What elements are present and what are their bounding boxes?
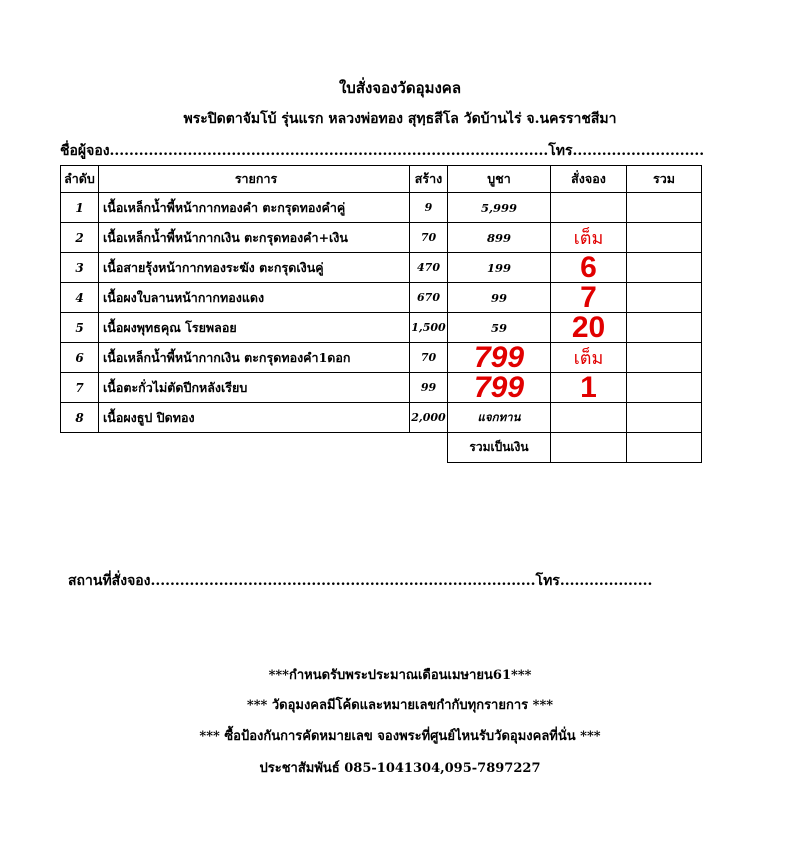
row-quantity: 99 — [410, 373, 448, 403]
row-price — [448, 313, 551, 343]
row-price-value: 899 — [486, 230, 511, 245]
row-price — [448, 370, 551, 404]
row-number: 6 — [61, 343, 99, 373]
row-number: 8 — [61, 403, 99, 433]
row-order — [551, 403, 627, 433]
row-price — [448, 403, 551, 433]
row-quantity: 9 — [410, 193, 448, 223]
order-table — [60, 165, 702, 463]
handwritten-order-mark: 1 — [580, 370, 597, 404]
header-total: รวม — [627, 166, 702, 193]
row-total — [627, 313, 702, 343]
header-qty: สร้าง — [410, 166, 448, 193]
row-price — [448, 340, 551, 374]
row-number: 2 — [61, 223, 99, 253]
header-order: สั่งจอง — [551, 166, 627, 193]
table-row — [61, 223, 702, 253]
row-order — [551, 343, 627, 373]
table-row — [61, 343, 702, 373]
table-row — [61, 283, 702, 313]
header-item: รายการ — [99, 166, 410, 193]
row-price — [448, 283, 551, 313]
row-price — [448, 253, 551, 283]
total-row — [61, 433, 702, 463]
note-pickup-date: ***กำหนดรับพระประมาณเดือนเมษายน61*** — [268, 668, 532, 683]
row-order — [551, 370, 627, 404]
row-item: เนื้อตะกั่วไม่ตัดปีกหลังเรียบ — [99, 373, 410, 403]
row-number: 4 — [61, 283, 99, 313]
form-subtitle: พระปิดตาจัมโบ้ รุ่นแรก หลวงพ่อทอง สุทฺธสีโล วัดบ้านไร่ จ.นครราชสีมา — [183, 111, 617, 127]
row-total — [627, 193, 702, 223]
row-price-value: แจกทาน — [477, 409, 521, 424]
note-codes: *** วัดอุมงคลมีโค้ดและหมายเลขกำกับทุกรายการ *** — [246, 698, 554, 713]
row-price-value: 99 — [490, 290, 507, 305]
row-order — [551, 223, 627, 253]
row-order — [551, 280, 627, 314]
row-price — [448, 223, 551, 253]
row-number: 3 — [61, 253, 99, 283]
row-total — [627, 253, 702, 283]
total-label: รวมเป็นเงิน — [448, 433, 551, 463]
row-price-value: 199 — [486, 260, 511, 275]
row-item: เนื้อผงพุทธคุณ โรยพลอย — [99, 313, 410, 343]
row-quantity: 2,000 — [410, 403, 448, 433]
row-price-value: 5,999 — [480, 200, 517, 215]
handwritten-order-mark: 20 — [571, 310, 606, 344]
row-item: เนื้อสายรุ้งหน้ากากทองระฆัง ตะกรุดเงินคู่ — [99, 253, 410, 283]
note-contact: ประชาสัมพันธ์ 085-1041304,095-7897227 — [259, 761, 541, 776]
row-total — [627, 223, 702, 253]
total-order-cell — [551, 433, 627, 463]
handwritten-order-mark: 6 — [580, 250, 597, 284]
row-price-value: 59 — [490, 320, 507, 335]
header-price: บูชา — [448, 166, 551, 193]
header-no: ลำดับ — [61, 166, 99, 193]
row-number: 5 — [61, 313, 99, 343]
order-place-phone-line: สถานที่สั่งจอง...............................................................................โทร................... — [68, 573, 653, 589]
row-total — [627, 403, 702, 433]
row-quantity: 70 — [410, 223, 448, 253]
table-row — [61, 403, 702, 433]
note-anti-picking: *** ซื้อป้องกันการคัดหมายเลข จองพระที่ศูนย์ไหนรับวัดอุมงคลที่นั่น *** — [199, 729, 601, 744]
row-order — [551, 250, 627, 284]
total-sum-cell — [627, 433, 702, 463]
row-number: 1 — [61, 193, 99, 223]
row-item: เนื้อเหล็กน้ำพี้หน้ากากเงิน ตะกรุดทองคำ1ดอก — [99, 343, 410, 373]
handwritten-order-mark: เต็ม — [573, 227, 604, 248]
row-order — [551, 193, 627, 223]
row-total — [627, 283, 702, 313]
handwritten-order-mark: 7 — [580, 280, 597, 314]
row-total — [627, 343, 702, 373]
row-item: เนื้อเหล็กน้ำพี้หน้ากากทองคำ ตะกรุดทองคำคู่ — [99, 193, 410, 223]
row-price — [448, 193, 551, 223]
form-title: ใบสั่งจองวัดอุมงคล — [338, 79, 462, 97]
table-row — [61, 313, 702, 343]
handwritten-price-mark: 799 — [473, 370, 525, 404]
row-quantity: 70 — [410, 343, 448, 373]
row-total — [627, 373, 702, 403]
row-item: เนื้อผงใบลานหน้ากากทองแดง — [99, 283, 410, 313]
table-row — [61, 373, 702, 403]
table-row — [61, 193, 702, 223]
handwritten-price-mark: 799 — [473, 340, 525, 374]
row-item: เนื้อผงธูป ปิดทอง — [99, 403, 410, 433]
row-order — [551, 310, 627, 344]
reserver-name-phone-line: ชื่อผู้จอง..........................................................................................โทร........................... — [60, 143, 705, 159]
row-item: เนื้อเหล็กน้ำพี้หน้ากากเงิน ตะกรุดทองคำ+เงิน — [99, 223, 410, 253]
table-row — [61, 253, 702, 283]
handwritten-order-mark: เต็ม — [573, 347, 604, 368]
row-quantity: 1,500 — [410, 313, 448, 343]
table-header-row — [61, 166, 702, 193]
row-number: 7 — [61, 373, 99, 403]
row-quantity: 670 — [410, 283, 448, 313]
row-quantity: 470 — [410, 253, 448, 283]
